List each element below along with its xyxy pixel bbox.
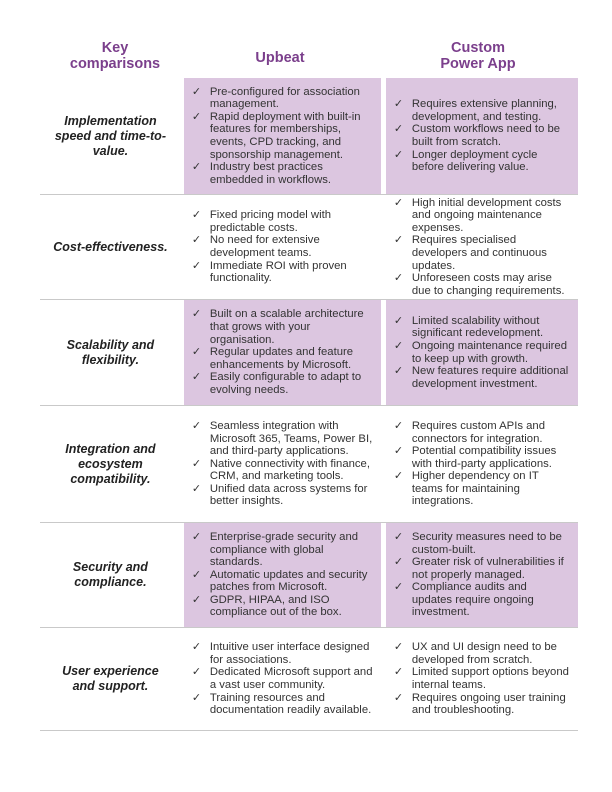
check-item: ✓ Security measures need to be custom-built. bbox=[392, 531, 570, 556]
check-item: ✓ High initial development costs and ongoing maintenance expenses. bbox=[392, 197, 570, 235]
row-label-line: Integration and bbox=[65, 441, 156, 456]
check-list bbox=[392, 420, 570, 508]
row-label-line: and support. bbox=[72, 679, 149, 693]
check-item: ✓ Requires ongoing user training and troubleshooting. bbox=[392, 692, 570, 717]
header-key-line-2: comparisons bbox=[69, 56, 161, 72]
check-item: ✓ Requires custom APIs and connectors for integration. bbox=[392, 420, 570, 445]
check-item: ✓ Enterprise-grade security and compliance with global standards. bbox=[190, 531, 373, 569]
check-item: ✓ Custom workflows need to be built from scratch. bbox=[392, 123, 570, 148]
check-list bbox=[190, 641, 373, 717]
row-label-line: Implementation bbox=[64, 113, 157, 128]
upbeat-cell bbox=[184, 523, 381, 627]
check-list bbox=[190, 209, 373, 285]
row-label-line: flexibility. bbox=[81, 352, 140, 367]
comparison-table bbox=[40, 78, 578, 731]
custom-cell bbox=[386, 300, 578, 405]
row-label-line: value. bbox=[92, 143, 129, 158]
header-custom-line-1: Custom bbox=[451, 40, 505, 56]
check-list bbox=[392, 531, 570, 619]
upbeat-cell bbox=[184, 195, 381, 299]
header-key-line-1: Key bbox=[101, 40, 129, 56]
check-item: ✓ New features require additional development investment. bbox=[392, 365, 570, 390]
check-item: ✓ Industry best practices embedded in workflows. bbox=[190, 161, 373, 186]
check-item: ✓ Immediate ROI with proven functionality. bbox=[190, 260, 373, 285]
row-label-line: Security and bbox=[72, 560, 148, 574]
header-upbeat bbox=[180, 50, 380, 66]
check-item: ✓ Training resources and documentation readily available. bbox=[190, 692, 373, 717]
check-list bbox=[190, 531, 373, 619]
row-label bbox=[40, 300, 181, 405]
check-list bbox=[392, 641, 570, 717]
row-label-line: Cost-effectiveness. bbox=[53, 239, 168, 254]
header-custom-power-app bbox=[378, 40, 578, 72]
check-item: ✓ Ongoing maintenance required to keep up with growth. bbox=[392, 340, 570, 365]
comparison-row bbox=[40, 406, 578, 523]
check-list bbox=[392, 98, 570, 174]
check-list bbox=[392, 197, 570, 298]
comparison-row bbox=[40, 300, 578, 406]
check-item: ✓ Easily configurable to adapt to evolving needs. bbox=[190, 371, 373, 396]
check-list bbox=[190, 420, 373, 508]
check-list bbox=[190, 308, 373, 396]
row-label-line: Scalability and bbox=[66, 337, 155, 352]
check-item: ✓ Potential compatibility issues with third-party applications. bbox=[392, 445, 570, 470]
header-upbeat-label: Upbeat bbox=[255, 50, 305, 66]
check-item: ✓ UX and UI design need to be developed from scratch. bbox=[392, 641, 570, 666]
row-label-line: ecosystem bbox=[78, 456, 143, 471]
comparison-row bbox=[40, 78, 578, 195]
check-item: ✓ Requires extensive planning, development, and testing. bbox=[392, 98, 570, 123]
check-item: ✓ Built on a scalable architecture that grows with your organisation. bbox=[190, 308, 373, 346]
row-label bbox=[40, 195, 181, 299]
row-label-line: compatibility. bbox=[70, 471, 151, 486]
row-label bbox=[40, 628, 181, 730]
comparison-row bbox=[40, 628, 578, 731]
upbeat-cell bbox=[184, 406, 381, 522]
comparison-row bbox=[40, 523, 578, 628]
check-item: ✓ No need for extensive development teams. bbox=[190, 234, 373, 259]
check-item: ✓ Rapid deployment with built-in features for memberships, events, CPD tracking, and sponsorship management. bbox=[190, 111, 373, 161]
check-list bbox=[190, 86, 373, 187]
check-item: ✓ Higher dependency on IT teams for maintaining integrations. bbox=[392, 470, 570, 508]
row-label bbox=[40, 78, 181, 194]
check-item: ✓ Limited support options beyond internal teams. bbox=[392, 666, 570, 691]
comparison-row bbox=[40, 195, 578, 300]
row-label-line: speed and time-to- bbox=[54, 128, 166, 143]
check-item: ✓ Unforeseen costs may arise due to changing requirements. bbox=[392, 272, 570, 297]
check-item: ✓ Automatic updates and security patches from Microsoft. bbox=[190, 569, 373, 594]
check-item: ✓ Limited scalability without significant redevelopment. bbox=[392, 315, 570, 340]
check-item: ✓ Unified data across systems for better insights. bbox=[190, 483, 373, 508]
check-item: ✓ Compliance audits and updates require ongoing investment. bbox=[392, 581, 570, 619]
row-label bbox=[40, 406, 181, 522]
upbeat-cell bbox=[184, 78, 381, 194]
check-item: ✓ Intuitive user interface designed for associations. bbox=[190, 641, 373, 666]
check-item: ✓ Pre-configured for association management. bbox=[190, 86, 373, 111]
custom-cell bbox=[386, 523, 578, 627]
custom-cell bbox=[386, 406, 578, 522]
row-label-line: compliance. bbox=[74, 575, 147, 589]
header-key-comparisons bbox=[40, 40, 190, 72]
check-item: ✓ Seamless integration with Microsoft 365, Teams, Power BI, and third-party applications. bbox=[190, 420, 373, 458]
check-list bbox=[392, 315, 570, 391]
check-item: ✓ Requires specialised developers and continuous updates. bbox=[392, 234, 570, 272]
check-item: ✓ Greater risk of vulnerabilities if not properly managed. bbox=[392, 556, 570, 581]
upbeat-cell bbox=[184, 300, 381, 405]
custom-cell bbox=[386, 628, 578, 730]
check-item: ✓ Longer deployment cycle before delivering value. bbox=[392, 149, 570, 174]
custom-cell bbox=[386, 195, 578, 299]
row-label bbox=[40, 523, 181, 627]
check-item: ✓ GDPR, HIPAA, and ISO compliance out of the box. bbox=[190, 594, 373, 619]
check-item: ✓ Regular updates and feature enhancements by Microsoft. bbox=[190, 346, 373, 371]
check-item: ✓ Dedicated Microsoft support and a vast user community. bbox=[190, 666, 373, 691]
custom-cell bbox=[386, 78, 578, 194]
row-label-line: User experience bbox=[62, 664, 159, 678]
upbeat-cell bbox=[184, 628, 381, 730]
check-item: ✓ Fixed pricing model with predictable costs. bbox=[190, 209, 373, 234]
check-item: ✓ Native connectivity with finance, CRM, and marketing tools. bbox=[190, 458, 373, 483]
header-custom-line-2: Power App bbox=[440, 56, 516, 72]
